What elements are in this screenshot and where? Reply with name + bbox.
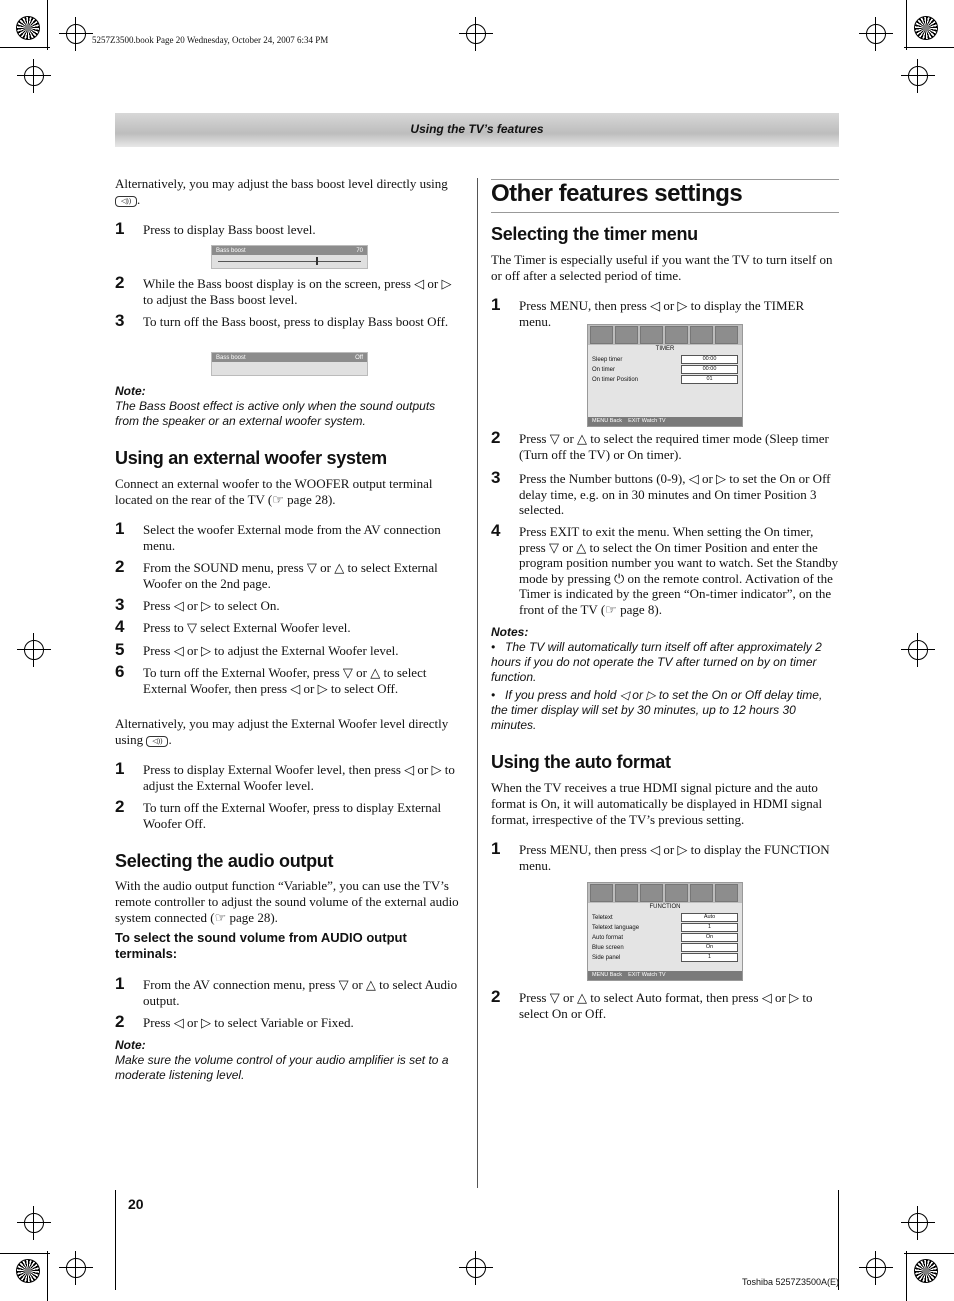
sound-icon <box>615 884 638 902</box>
menu-row: Auto format On <box>592 933 738 942</box>
trim-line <box>838 1190 839 1290</box>
menu-icon-bar <box>588 883 742 903</box>
column-divider <box>477 178 478 1188</box>
step-text: Press EXIT to exit the menu. When setting the On timer, press ▽ or △ to select the On timer Position and enter the program position number you want to watch. Set the Standby mode by pressing ⏻ on the remote control. Activation of the Timer is indicated by the green “On-timer indicator”, on the front of the TV (☞ page 8). <box>519 524 839 617</box>
step-number: 6 <box>115 662 125 681</box>
registration-mark-icon <box>66 1258 86 1278</box>
step-text: Press MENU, then press ◁ or ▷ to display the FUNCTION menu. <box>519 842 830 873</box>
registration-mark-icon <box>466 1258 486 1278</box>
step-number: 1 <box>491 839 501 858</box>
trim-line <box>115 1190 116 1290</box>
menu-footer: MENU Back EXIT Watch TV <box>588 971 742 980</box>
step-text: To turn off the External Woofer, press to display External Woofer Off. <box>143 800 442 831</box>
step-number: 1 <box>115 519 125 538</box>
registration-mark-icon <box>24 66 44 86</box>
header-banner <box>115 113 839 147</box>
note-heading: Note: <box>115 1038 146 1052</box>
bass-boost-off-bar <box>211 352 368 376</box>
registration-mark-icon <box>24 640 44 660</box>
setup-icon <box>665 326 688 344</box>
registration-mark-icon <box>908 66 928 86</box>
step-text: Press ◁ or ▷ to adjust the External Woofer level. <box>143 643 399 658</box>
menu-row: On timer Position 01 <box>592 375 738 384</box>
step-number: 3 <box>115 595 125 614</box>
note-heading: Note: <box>115 384 146 398</box>
menu-icon-bar <box>588 325 742 345</box>
feature-icon <box>640 884 663 902</box>
menu-row: Blue screen On <box>592 943 738 952</box>
step-text: From the SOUND menu, press ▽ or △ to select External Woofer on the 2nd page. <box>143 560 438 591</box>
step-number: 2 <box>115 273 125 292</box>
step-text: Press to display External Woofer level, then press ◁ or ▷ to adjust the External Woofer level. <box>143 762 455 793</box>
step-text: Press ▽ or △ to select the required timer mode (Sleep timer (Turn off the TV) or On timer). <box>519 431 829 462</box>
audio-subheading: To select the sound volume from AUDIO output terminals: <box>115 930 407 961</box>
crop-mark <box>47 1251 48 1301</box>
registration-mark-icon <box>908 640 928 660</box>
note-item: • If you press and hold ◁ or ▷ to set the On or Off delay time, the timer display will set by 30 minutes, up to 12 hours 30 minutes. <box>491 688 823 732</box>
timer-intro: The Timer is especially useful if you want the TV to turn itself on or off after a selected period of time. <box>491 252 833 283</box>
step-number: 2 <box>491 428 501 447</box>
step-number: 4 <box>115 617 125 636</box>
step-text: Press MENU, then press ◁ or ▷ to display the TIMER menu. <box>519 298 805 329</box>
sound-button-icon: ◁)) <box>146 736 168 747</box>
timer-icon <box>690 326 713 344</box>
bass-boost-bar <box>211 245 368 269</box>
registration-mark-icon <box>866 1258 886 1278</box>
menu-row: Side panel 1 <box>592 953 738 962</box>
step-number: 3 <box>115 311 125 330</box>
step-number: 5 <box>115 640 125 659</box>
setup-icon <box>665 884 688 902</box>
lock-icon <box>715 884 738 902</box>
woofer-intro: Connect an external woofer to the WOOFER output terminal located on the rear of the TV (☞ page 28). <box>115 476 433 507</box>
crop-mark <box>47 0 48 50</box>
step-text: To turn off the External Woofer, press ▽ or △ to select External Woofer, then press ◁ or ▷ to select Off. <box>143 665 427 696</box>
step-text: While the Bass boost display is on the screen, press ◁ or ▷ to adjust the Bass boost level. <box>143 276 452 307</box>
menu-title: TIMER <box>655 346 675 352</box>
title-rule <box>491 212 839 213</box>
timer-icon <box>690 884 713 902</box>
step-text: To turn off the Bass boost, press to display Bass boost Off. <box>143 314 449 329</box>
banner-title: Using the TV’s features <box>410 122 544 136</box>
step-number: 2 <box>115 1012 125 1031</box>
file-info: 5257Z3500.book Page 20 Wednesday, October 24, 2007 6:34 PM <box>92 35 329 45</box>
step-number: 2 <box>491 987 501 1006</box>
sound-button-icon: ◁)) <box>115 196 137 207</box>
registration-mark-icon <box>66 24 86 44</box>
crop-mark <box>904 1253 954 1254</box>
woofer-alt: Alternatively, you may adjust the External Woofer level directly using ◁)) . <box>115 716 449 747</box>
step-text: Press to display Bass boost level. <box>143 222 316 237</box>
bass-intro: Alternatively, you may adjust the bass boost level directly using ◁)) . <box>115 176 448 207</box>
timer-menu-screen <box>587 324 743 427</box>
bar-value: Off <box>355 354 363 361</box>
menu-row: Sleep timer 00:00 <box>592 355 738 364</box>
step-number: 1 <box>491 295 501 314</box>
picture-icon <box>590 326 613 344</box>
step-text: From the AV connection menu, press ▽ or △ to select Audio output. <box>143 977 458 1008</box>
menu-footer: MENU Back EXIT Watch TV <box>588 417 742 426</box>
registration-mark-icon <box>466 24 486 44</box>
bar-slider <box>212 255 367 267</box>
bar-value: 70 <box>356 247 363 254</box>
auto-intro: When the TV receives a true HDMI signal picture and the auto format is On, it will automatically be displayed in HDMI signal format, irrespective of the TV’s previous setting. <box>491 780 823 827</box>
picture-icon <box>590 884 613 902</box>
crop-mark <box>0 1253 50 1254</box>
menu-row: Teletext language 1 <box>592 923 738 932</box>
menu-row: On timer 00:00 <box>592 365 738 374</box>
bar-label: Bass boost <box>216 354 246 361</box>
step-number: 3 <box>491 468 501 487</box>
page-number: 20 <box>128 1196 144 1212</box>
footer-code: Toshiba 5257Z3500A(E) <box>741 1277 839 1287</box>
menu-row: Teletext Auto <box>592 913 738 922</box>
crop-mark <box>906 1251 907 1301</box>
step-number: 4 <box>491 521 501 540</box>
note-text: The Bass Boost effect is active only when the sound outputs from the speaker or an external woofer system. <box>115 399 436 428</box>
step-number: 2 <box>115 557 125 576</box>
step-number: 2 <box>115 797 125 816</box>
registration-mark-icon <box>866 24 886 44</box>
notes-heading: Notes: <box>491 625 529 639</box>
step-number: 1 <box>115 759 125 778</box>
step-number: 1 <box>115 974 125 993</box>
step-text: Press the Number buttons (0-9), ◁ or ▷ to set the On or Off delay time, e.g. on in 30 minutes and On timer Position 3 selected. <box>519 471 831 517</box>
bar-label: Bass boost <box>216 247 246 254</box>
crop-mark <box>0 47 50 48</box>
step-text: Press ▽ or △ to select Auto format, then press ◁ or ▷ to select On or Off. <box>519 990 813 1021</box>
lock-icon <box>715 326 738 344</box>
step-number: 1 <box>115 219 125 238</box>
section-heading-audio: Selecting the audio output <box>115 851 334 871</box>
audio-intro: With the audio output function “Variable”, you can use the TV’s remote controller to adjust the sound volume of the external audio system connected (☞ page 28). <box>115 878 459 925</box>
note-item: • The TV will automatically turn itself off after approximately 2 hours if you do not operate the TV after turned on by on timer function. <box>491 640 822 684</box>
function-menu-screen <box>587 882 743 981</box>
sound-icon <box>615 326 638 344</box>
registration-mark-icon <box>908 1213 928 1233</box>
menu-title: FUNCTION <box>649 904 681 910</box>
feature-icon <box>640 326 663 344</box>
step-text: Press ◁ or ▷ to select On. <box>143 598 280 613</box>
section-heading-woofer: Using an external woofer system <box>115 448 387 468</box>
page-title: Other features settings <box>491 180 743 207</box>
registration-star-icon <box>16 1259 40 1283</box>
section-heading-timer: Selecting the timer menu <box>491 224 698 244</box>
crop-mark <box>906 0 907 50</box>
note-text: Make sure the volume control of your audio amplifier is set to a moderate listening level. <box>115 1053 449 1082</box>
registration-mark-icon <box>24 1213 44 1233</box>
step-text: Select the woofer External mode from the AV connection menu. <box>143 522 441 553</box>
registration-star-icon <box>914 16 938 40</box>
section-heading-auto-format: Using the auto format <box>491 752 671 772</box>
registration-star-icon <box>16 16 40 40</box>
step-text: Press ◁ or ▷ to select Variable or Fixed. <box>143 1015 354 1030</box>
step-text: Press to ▽ select External Woofer level. <box>143 620 351 635</box>
crop-mark <box>904 47 954 48</box>
registration-star-icon <box>914 1259 938 1283</box>
